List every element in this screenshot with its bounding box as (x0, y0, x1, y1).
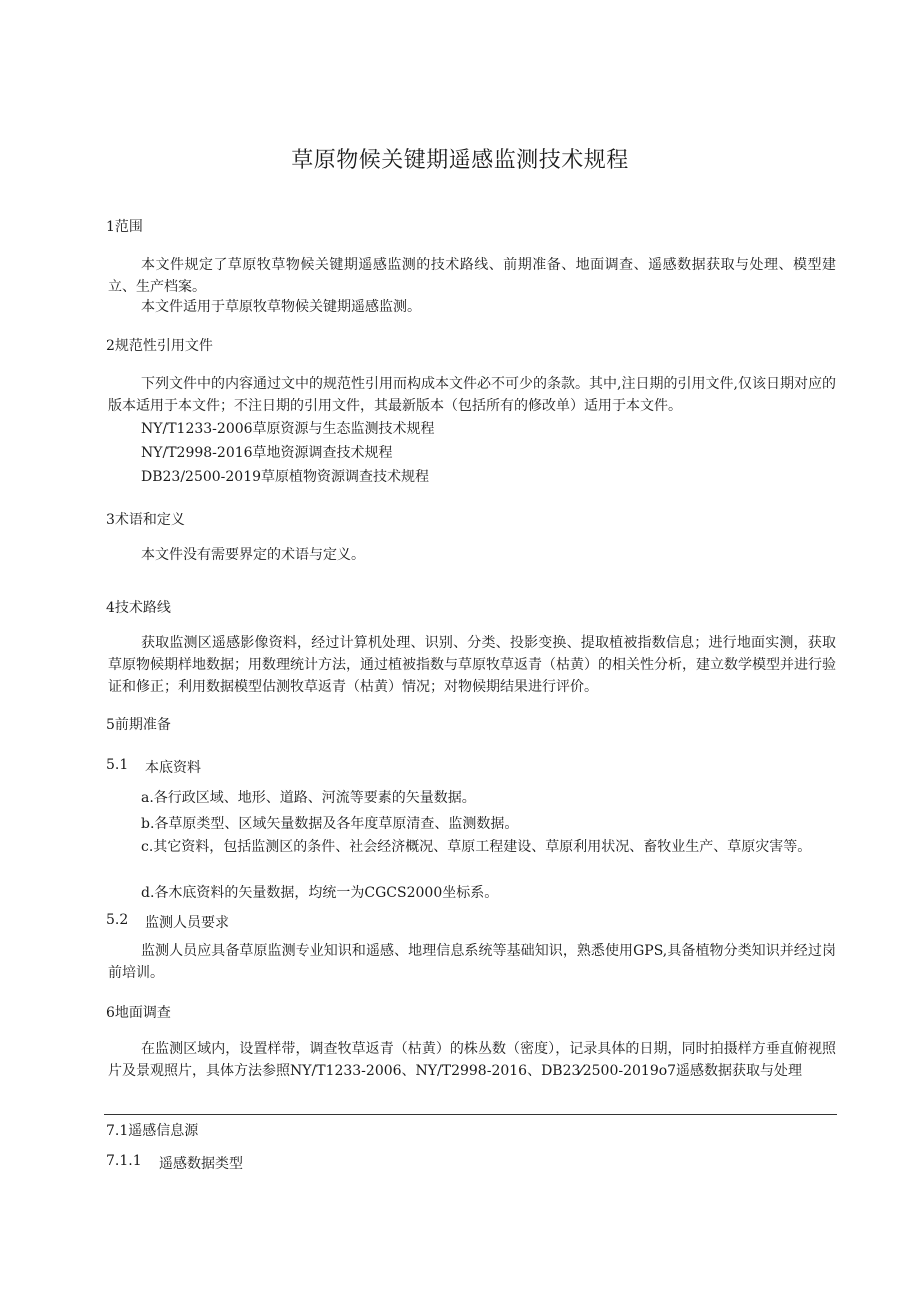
reference-item: NY/T2998-2016草地资源调查技术规程 (141, 445, 393, 461)
document-title: 草原物候关键期遥感监测技术规程 (291, 148, 629, 173)
section-6-heading: 6地面调查 (106, 1005, 171, 1021)
section-5-1-number: 5.1 (106, 757, 129, 773)
section-2-heading: 2规范性引用文件 (106, 338, 213, 354)
section-5-1-heading: 本底资料 (145, 760, 201, 776)
reference-item: NY/T1233-2006草原资源与生态监测技术规程 (141, 421, 435, 437)
section-3-paragraph-1: 本文件没有需要界定的术语与定义。 (141, 547, 365, 563)
section-1-heading: 1范围 (106, 219, 143, 235)
section-5-heading: 5前期准备 (106, 717, 171, 733)
section-7-1-1-number: 7.1.1 (106, 1153, 142, 1169)
section-7-1-heading: 7.1遥感信息源 (106, 1123, 199, 1139)
reference-item: DB23/2500-2019草原植物资源调查技术规程 (141, 469, 430, 485)
section-5-2-number: 5.2 (106, 912, 129, 928)
section-4-paragraph-1: 获取监测区遥感影像资料，经过计算机处理、识别、分类、投影变换、提取植被指数信息；进行地面实测，获取草原物候期样地数据；用数理统计方法，通过植被指数与草原牧草返青（枯黄）的相关性分析，建立数学模型并进行验证和修正；利用数据模型估测牧草返青（枯黄）情况；对物候期结果进行评价。 (108, 635, 836, 695)
list-item: d.各木底资料的矢量数据，均统一为CGCS2000坐标系。 (141, 885, 499, 901)
section-1-paragraph-2: 本文件适用于草原牧草物候关键期遥感监测。 (141, 299, 421, 315)
list-item: b.各草原类型、区域矢量数据及各年度草原清查、监测数据。 (141, 816, 519, 832)
section-4-heading: 4技术路线 (106, 600, 171, 616)
section-1-paragraph-1: 本文件规定了草原牧草物候关键期遥感监测的技术路线、前期准备、地面调查、遥感数据获取与处理、模型建立、生产档案。 (108, 257, 836, 295)
section-5-2-paragraph-1: 监测人员应具备草原监测专业知识和遥感、地理信息系统等基础知识，熟悉使用GPS,具备植物分类知识并经过岗前培训。 (108, 943, 836, 981)
list-item: a.各行政区域、地形、道路、河流等要素的矢量数据。 (141, 790, 476, 806)
section-3-heading: 3术语和定义 (106, 512, 185, 528)
section-2-paragraph-1: 下列文件中的内容通过文中的规范性引用而构成本文件必不可少的条款。其中,注日期的引用文件,仅该日期对应的版本适用于本文件；不注日期的引用文件，其最新版本（包括所有的修改单）适用于本文件。 (108, 376, 836, 414)
horizontal-rule (104, 1114, 837, 1115)
list-item: c.其它资料，包括监测区的条件、社会经济概况、草原工程建设、草原利用状况、畜牧业生产、草原灾害等。 (141, 839, 812, 855)
section-7-1-1-heading: 遥感数据类型 (159, 1156, 243, 1172)
section-5-2-heading: 监测人员要求 (145, 915, 229, 931)
section-6-paragraph-1: 在监测区域内，设置样带，调查牧草返青（枯黄）的株丛数（密度），记录具体的日期，同时拍摄样方垂直俯视照片及景观照片，具体方法参照NY/T1233-2006、NY/T2998-2016、DB23⁄2500-2019o7遥感数据获取与处理 (108, 1041, 836, 1079)
